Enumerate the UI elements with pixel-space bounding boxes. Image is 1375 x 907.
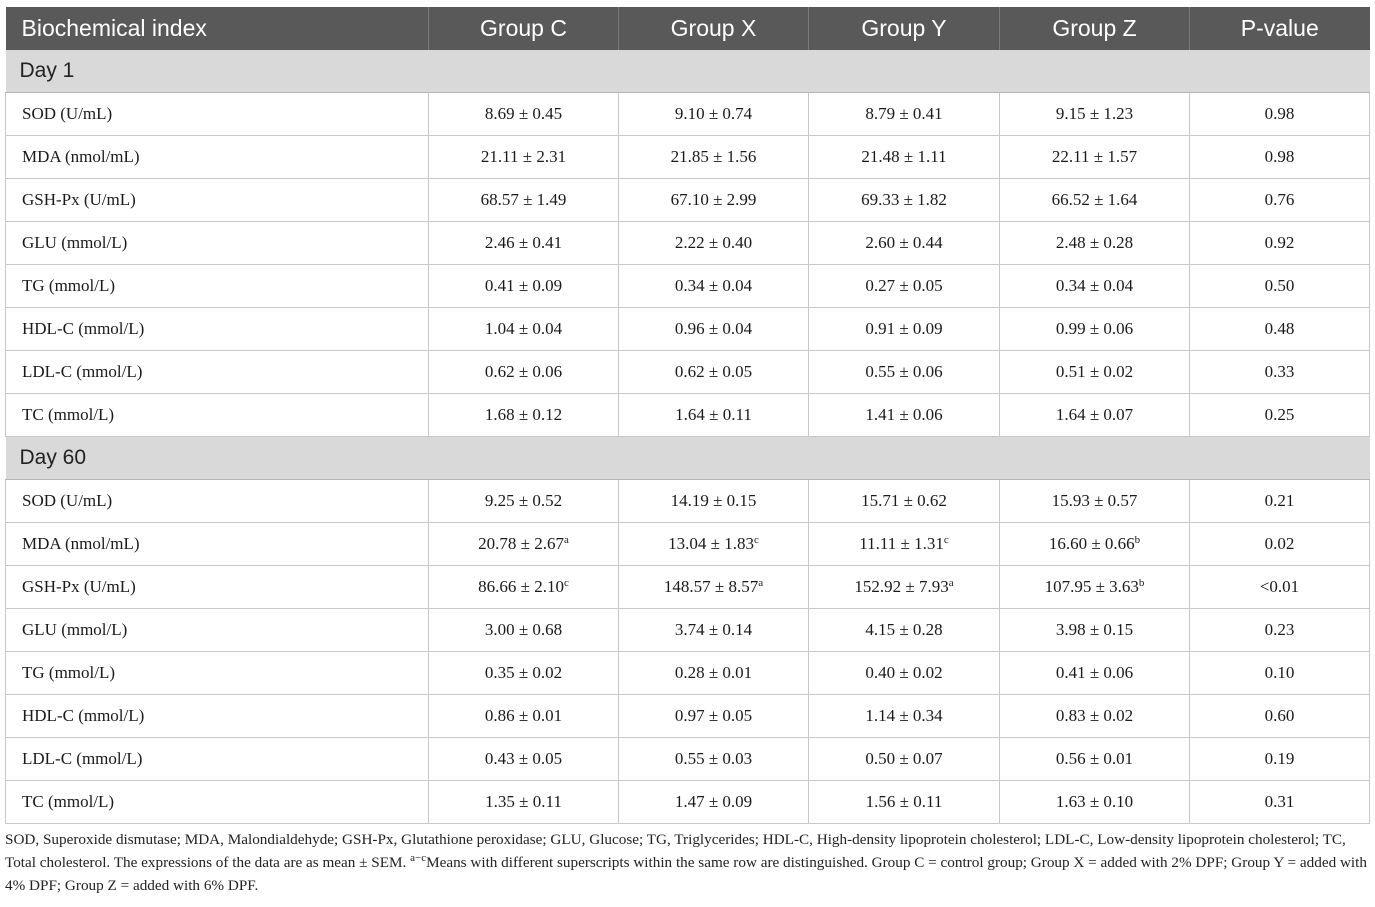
group-c-cell-value: 2.46 ± 0.41 <box>484 233 563 252</box>
group-x-cell-value: 67.10 ± 2.99 <box>670 190 757 209</box>
group-y-cell-value: 1.41 ± 0.06 <box>865 405 943 424</box>
index-cell <box>6 136 429 179</box>
group-y-cell <box>809 222 1000 265</box>
table-row <box>6 136 1370 179</box>
group-y-cell <box>809 480 1000 523</box>
group-y-cell-value: 152.92 ± 7.93 <box>854 577 949 596</box>
table-row <box>6 523 1370 566</box>
p-value-cell <box>1190 695 1370 738</box>
index-cell-value: TG (mmol/L) <box>22 663 116 682</box>
p-value-cell-value: 0.98 <box>1264 147 1295 166</box>
group-z-cell-value: 0.51 ± 0.02 <box>1055 362 1134 381</box>
group-c-cell-value: 0.43 ± 0.05 <box>484 749 563 768</box>
group-x-cell-value: 3.74 ± 0.14 <box>674 620 753 639</box>
index-cell <box>6 566 429 609</box>
p-value-cell <box>1190 308 1370 351</box>
group-x-cell-value: 0.62 ± 0.05 <box>674 362 753 381</box>
header-p-value: P-value <box>1190 7 1370 50</box>
index-cell <box>6 179 429 222</box>
group-y-cell <box>809 136 1000 179</box>
footnote-text-2: Means with different superscripts within the same row are distinguished. Group C = control group; Group X = added with 2% DPF; Group Y = added with 4% DPF; Group Z = added with 6% DPF. <box>5 854 1367 894</box>
group-z-cell <box>1000 652 1190 695</box>
group-c-cell-value: 68.57 ± 1.49 <box>480 190 567 209</box>
header-group-c: Group C <box>429 7 619 50</box>
index-cell-value: TC (mmol/L) <box>22 405 115 424</box>
group-c-cell-value: 9.25 ± 0.52 <box>484 491 563 510</box>
table-header <box>6 7 1370 50</box>
table-body <box>6 50 1370 824</box>
group-x-cell-value: 2.22 ± 0.40 <box>674 233 753 252</box>
group-y-cell-value: 15.71 ± 0.62 <box>861 491 947 510</box>
group-y-cell <box>809 652 1000 695</box>
p-value-cell <box>1190 394 1370 437</box>
header-biochemical-index: Biochemical index <box>6 7 429 50</box>
group-z-cell <box>1000 695 1190 738</box>
group-x-cell <box>619 222 809 265</box>
group-z-cell-value: 15.93 ± 0.57 <box>1051 491 1138 510</box>
group-y-cell <box>809 609 1000 652</box>
index-cell-value: LDL-C (mmol/L) <box>22 749 143 768</box>
group-c-cell <box>429 93 619 136</box>
index-cell-value: GSH-Px (U/mL) <box>22 190 136 209</box>
group-z-cell-value: 1.63 ± 0.10 <box>1055 792 1134 811</box>
index-cell-value: SOD (U/mL) <box>22 104 113 123</box>
p-value-cell-value: <0.01 <box>1259 577 1300 596</box>
group-x-cell-value: 148.57 ± 8.57 <box>663 577 759 596</box>
group-c-cell <box>429 351 619 394</box>
group-x-cell-value: 1.64 ± 0.11 <box>675 405 752 424</box>
group-x-cell <box>619 609 809 652</box>
group-c-cell <box>429 394 619 437</box>
index-cell-value: GLU (mmol/L) <box>22 233 128 252</box>
group-y-cell-value: 4.15 ± 0.28 <box>865 620 943 639</box>
p-value-cell-value: 0.23 <box>1264 620 1295 639</box>
group-y-cell <box>809 523 1000 566</box>
p-value-cell-value: 0.21 <box>1264 491 1295 510</box>
table-row <box>6 781 1370 824</box>
group-z-cell <box>1000 566 1190 609</box>
index-cell <box>6 222 429 265</box>
header-group-y: Group Y <box>809 7 1000 50</box>
group-c-cell-value: 1.68 ± 0.12 <box>484 405 563 424</box>
group-x-cell <box>619 351 809 394</box>
group-y-cell <box>809 394 1000 437</box>
group-z-cell-value: 107.95 ± 3.63 <box>1044 577 1139 596</box>
group-x-cell <box>619 566 809 609</box>
group-x-cell <box>619 738 809 781</box>
group-y-cell-value: 0.27 ± 0.05 <box>865 276 943 295</box>
group-z-cell <box>1000 781 1190 824</box>
group-x-cell <box>619 523 809 566</box>
index-cell <box>6 523 429 566</box>
index-cell <box>6 609 429 652</box>
section-label: Day 60 <box>6 437 1370 480</box>
group-z-cell <box>1000 480 1190 523</box>
group-y-cell <box>809 265 1000 308</box>
table-row <box>6 480 1370 523</box>
p-value-cell-value: 0.10 <box>1264 663 1295 682</box>
group-x-cell-value: 0.96 ± 0.04 <box>674 319 753 338</box>
p-value-cell-value: 0.31 <box>1264 792 1295 811</box>
group-c-cell <box>429 609 619 652</box>
group-c-cell <box>429 222 619 265</box>
group-x-cell <box>619 781 809 824</box>
p-value-cell <box>1190 609 1370 652</box>
table-footnote <box>5 828 1369 897</box>
group-c-cell <box>429 523 619 566</box>
group-c-cell <box>429 566 619 609</box>
index-cell <box>6 652 429 695</box>
group-y-cell-value: 8.79 ± 0.41 <box>865 104 943 123</box>
group-y-cell <box>809 351 1000 394</box>
group-c-cell-value: 3.00 ± 0.68 <box>484 620 563 639</box>
group-c-cell <box>429 265 619 308</box>
index-cell-value: TC (mmol/L) <box>22 792 115 811</box>
group-y-cell <box>809 781 1000 824</box>
group-y-cell-value: 0.40 ± 0.02 <box>865 663 943 682</box>
group-z-cell <box>1000 351 1190 394</box>
group-c-cell-value: 86.66 ± 2.10 <box>478 577 564 596</box>
group-z-cell-value: 0.56 ± 0.01 <box>1055 749 1134 768</box>
significance-superscript: a <box>563 534 569 546</box>
group-z-cell-value: 0.99 ± 0.06 <box>1055 319 1134 338</box>
group-y-cell <box>809 738 1000 781</box>
index-cell-value: SOD (U/mL) <box>22 491 113 510</box>
group-x-cell-value: 21.85 ± 1.56 <box>670 147 757 166</box>
group-y-cell-value: 11.11 ± 1.31 <box>859 534 944 553</box>
p-value-cell <box>1190 480 1370 523</box>
group-x-cell <box>619 652 809 695</box>
group-x-cell <box>619 93 809 136</box>
group-c-cell-value: 0.41 ± 0.09 <box>484 276 563 295</box>
group-y-cell-value: 2.60 ± 0.44 <box>865 233 943 252</box>
table-row <box>6 738 1370 781</box>
significance-superscript: c <box>753 534 759 546</box>
group-c-cell <box>429 652 619 695</box>
p-value-cell-value: 0.25 <box>1264 405 1295 424</box>
group-z-cell <box>1000 265 1190 308</box>
group-z-cell-value: 0.34 ± 0.04 <box>1055 276 1134 295</box>
p-value-cell <box>1190 523 1370 566</box>
p-value-cell-value: 0.48 <box>1264 319 1295 338</box>
group-y-cell-value: 69.33 ± 1.82 <box>861 190 947 209</box>
group-y-cell-value: 0.50 ± 0.07 <box>865 749 943 768</box>
table-row <box>6 566 1370 609</box>
p-value-cell <box>1190 179 1370 222</box>
group-z-cell <box>1000 179 1190 222</box>
group-z-cell <box>1000 394 1190 437</box>
section-row <box>6 50 1370 93</box>
index-cell <box>6 93 429 136</box>
significance-superscript: b <box>1134 534 1141 546</box>
index-cell-value: TG (mmol/L) <box>22 276 116 295</box>
table-row <box>6 93 1370 136</box>
p-value-cell-value: 0.92 <box>1264 233 1295 252</box>
table-row <box>6 652 1370 695</box>
table-row <box>6 351 1370 394</box>
group-z-cell <box>1000 308 1190 351</box>
p-value-cell-value: 0.60 <box>1264 706 1295 725</box>
group-x-cell-value: 0.28 ± 0.01 <box>674 663 753 682</box>
p-value-cell <box>1190 652 1370 695</box>
group-z-cell <box>1000 523 1190 566</box>
group-y-cell <box>809 308 1000 351</box>
group-z-cell-value: 66.52 ± 1.64 <box>1051 190 1138 209</box>
table-row <box>6 308 1370 351</box>
group-x-cell-value: 13.04 ± 1.83 <box>668 534 754 553</box>
group-y-cell-value: 1.14 ± 0.34 <box>865 706 943 725</box>
group-y-cell-value: 21.48 ± 1.11 <box>861 147 947 166</box>
group-z-cell <box>1000 738 1190 781</box>
group-x-cell-value: 0.97 ± 0.05 <box>674 706 753 725</box>
index-cell <box>6 781 429 824</box>
significance-superscript: c <box>563 577 569 589</box>
group-x-cell <box>619 695 809 738</box>
index-cell <box>6 351 429 394</box>
table-row <box>6 609 1370 652</box>
group-x-cell-value: 0.34 ± 0.04 <box>674 276 753 295</box>
group-z-cell <box>1000 136 1190 179</box>
index-cell <box>6 738 429 781</box>
group-x-cell <box>619 179 809 222</box>
header-group-z: Group Z <box>1000 7 1190 50</box>
index-cell-value: MDA (nmol/mL) <box>22 147 140 166</box>
p-value-cell <box>1190 265 1370 308</box>
group-y-cell <box>809 695 1000 738</box>
group-z-cell-value: 9.15 ± 1.23 <box>1055 104 1134 123</box>
p-value-cell <box>1190 136 1370 179</box>
group-x-cell <box>619 136 809 179</box>
group-c-cell <box>429 738 619 781</box>
table-row <box>6 394 1370 437</box>
group-z-cell-value: 0.83 ± 0.02 <box>1055 706 1134 725</box>
group-c-cell-value: 21.11 ± 2.31 <box>480 147 567 166</box>
p-value-cell <box>1190 351 1370 394</box>
p-value-cell-value: 0.50 <box>1264 276 1295 295</box>
group-x-cell-value: 9.10 ± 0.74 <box>674 104 753 123</box>
group-z-cell-value: 16.60 ± 0.66 <box>1048 534 1135 553</box>
table-row <box>6 179 1370 222</box>
table-row <box>6 265 1370 308</box>
p-value-cell-value: 0.33 <box>1264 362 1295 381</box>
group-x-cell-value: 14.19 ± 0.15 <box>670 491 757 510</box>
index-cell-value: HDL-C (mmol/L) <box>22 706 145 725</box>
index-cell <box>6 394 429 437</box>
group-c-cell-value: 0.86 ± 0.01 <box>484 706 563 725</box>
group-c-cell <box>429 695 619 738</box>
group-c-cell-value: 8.69 ± 0.45 <box>484 104 563 123</box>
p-value-cell <box>1190 93 1370 136</box>
group-c-cell <box>429 480 619 523</box>
index-cell <box>6 480 429 523</box>
group-c-cell-value: 0.35 ± 0.02 <box>484 663 563 682</box>
group-z-cell <box>1000 93 1190 136</box>
group-z-cell <box>1000 609 1190 652</box>
significance-superscript: a <box>948 577 954 589</box>
group-z-cell-value: 1.64 ± 0.07 <box>1055 405 1134 424</box>
group-y-cell <box>809 179 1000 222</box>
group-x-cell <box>619 308 809 351</box>
section-label: Day 1 <box>6 50 1370 93</box>
group-y-cell-value: 1.56 ± 0.11 <box>865 792 943 811</box>
group-c-cell <box>429 308 619 351</box>
index-cell-value: LDL-C (mmol/L) <box>22 362 143 381</box>
index-cell <box>6 695 429 738</box>
p-value-cell <box>1190 566 1370 609</box>
index-cell-value: MDA (nmol/mL) <box>22 534 140 553</box>
p-value-cell <box>1190 222 1370 265</box>
p-value-cell <box>1190 781 1370 824</box>
p-value-cell-value: 0.76 <box>1264 190 1295 209</box>
footnote-superscript: a−c <box>410 852 427 864</box>
index-cell-value: GSH-Px (U/mL) <box>22 577 136 596</box>
group-x-cell-value: 1.47 ± 0.09 <box>674 792 753 811</box>
group-z-cell-value: 2.48 ± 0.28 <box>1055 233 1134 252</box>
group-y-cell-value: 0.55 ± 0.06 <box>865 362 943 381</box>
index-cell-value: HDL-C (mmol/L) <box>22 319 145 338</box>
header-group-x: Group X <box>619 7 809 50</box>
index-cell <box>6 265 429 308</box>
p-value-cell <box>1190 738 1370 781</box>
significance-superscript: b <box>1138 577 1145 589</box>
table-row <box>6 695 1370 738</box>
group-y-cell-value: 0.91 ± 0.09 <box>865 319 943 338</box>
group-c-cell-value: 1.04 ± 0.04 <box>484 319 563 338</box>
group-x-cell <box>619 480 809 523</box>
group-x-cell-value: 0.55 ± 0.03 <box>674 749 753 768</box>
group-c-cell <box>429 136 619 179</box>
significance-superscript: a <box>758 577 764 589</box>
significance-superscript: c <box>943 534 949 546</box>
group-c-cell-value: 0.62 ± 0.06 <box>484 362 563 381</box>
group-c-cell-value: 1.35 ± 0.11 <box>485 792 562 811</box>
p-value-cell-value: 0.98 <box>1264 104 1295 123</box>
group-c-cell-value: 20.78 ± 2.67 <box>478 534 564 553</box>
group-y-cell <box>809 566 1000 609</box>
biochemical-table <box>5 7 1370 824</box>
section-row <box>6 437 1370 480</box>
group-z-cell <box>1000 222 1190 265</box>
group-y-cell <box>809 93 1000 136</box>
group-c-cell <box>429 781 619 824</box>
group-z-cell-value: 22.11 ± 1.57 <box>1051 147 1138 166</box>
p-value-cell-value: 0.02 <box>1264 534 1295 553</box>
index-cell <box>6 308 429 351</box>
p-value-cell-value: 0.19 <box>1264 749 1295 768</box>
index-cell-value: GLU (mmol/L) <box>22 620 128 639</box>
footnote-text-1: SOD, Superoxide dismutase; MDA, Malondialdehyde; GSH-Px, Glutathione peroxidase; GLU, Glucose; TG, Triglycerides; HDL-C, High-density lipoprotein cholesterol; LDL-C, Low-density lipoprotein cholesterol; TC, Total cholesterol. The expressions of the data are as mean ± SEM. <box>5 831 1346 871</box>
group-z-cell-value: 0.41 ± 0.06 <box>1055 663 1134 682</box>
group-z-cell-value: 3.98 ± 0.15 <box>1055 620 1134 639</box>
group-x-cell <box>619 265 809 308</box>
group-c-cell <box>429 179 619 222</box>
table-row <box>6 222 1370 265</box>
group-x-cell <box>619 394 809 437</box>
